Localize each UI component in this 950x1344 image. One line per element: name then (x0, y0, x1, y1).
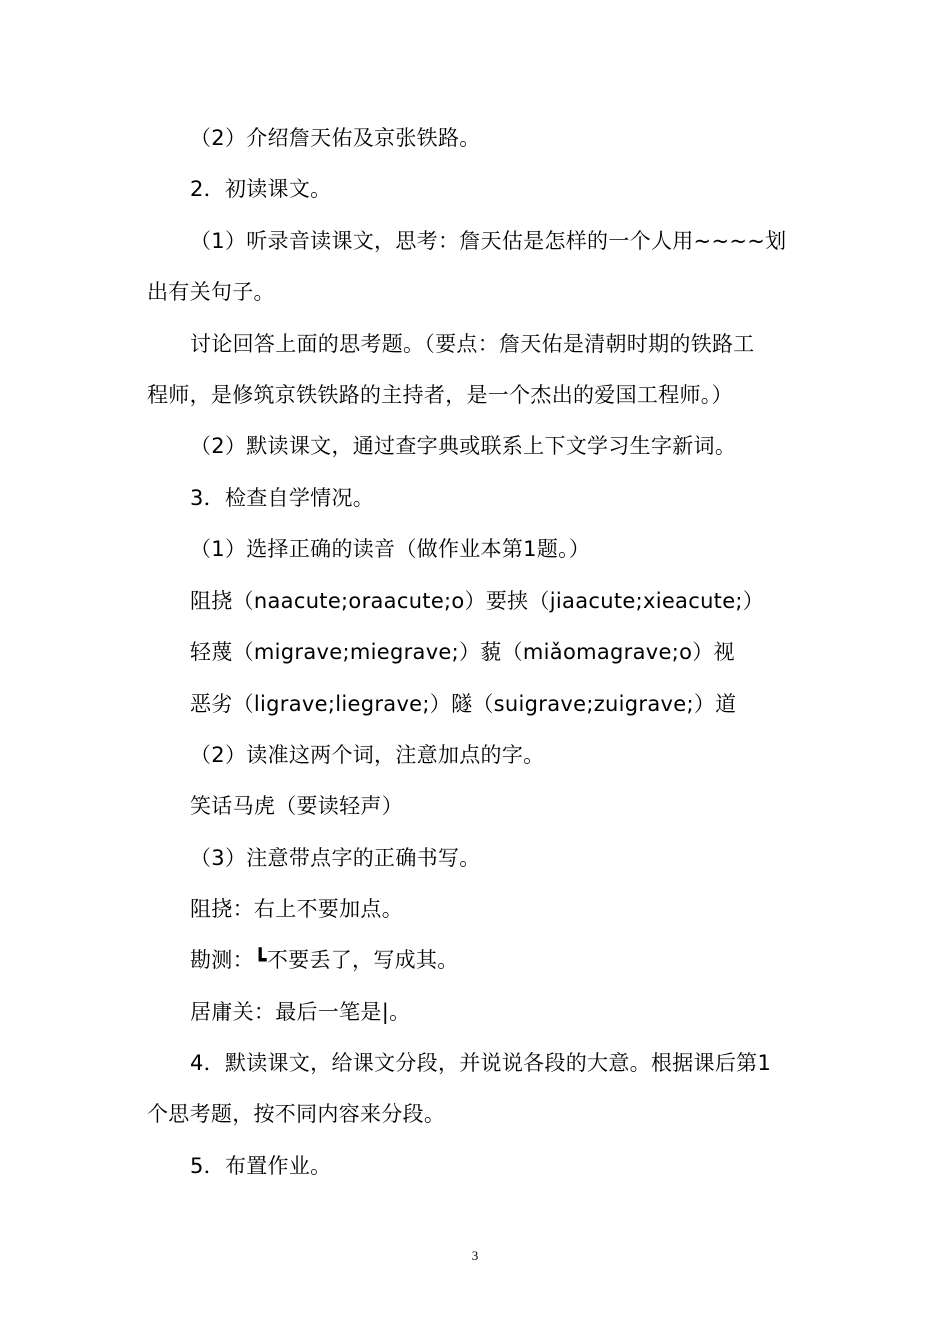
text-line: 阻挠（naacute;oraacute;o）要挟（jiaacute;xieacute;） (190, 589, 765, 613)
text-line: 讨论回答上面的思考题。（要点：詹天佑是清朝时期的铁路工 (190, 332, 755, 356)
text-line: 3．检查自学情况。 (190, 486, 375, 510)
text-line: （3）注意带点字的正确书写。 (190, 846, 481, 870)
page-number: 3 (471, 1248, 479, 1263)
text-line: 程师，是修筑京铁铁路的主持者，是一个杰出的爱国工程师。） (147, 383, 733, 407)
text-line: 5．布置作业。 (190, 1154, 332, 1178)
text-line: 居庸关：最后一笔是|。 (190, 1000, 411, 1024)
text-line: 恶劣（ligrave;liegrave;）隧（suigrave;zuigrave;）道 (190, 692, 737, 716)
text-line: （2）读准这两个词，注意加点的字。 (190, 743, 545, 767)
text-line: （2）默读课文，通过查字典或联系上下文学习生字新词。 (190, 434, 737, 458)
text-line: （2）介绍詹天佑及京张铁路。 (190, 126, 481, 150)
text-line: 个思考题，按不同内容来分段。 (147, 1102, 446, 1126)
text-line: 出有关句子。 (147, 280, 275, 304)
text-line: 勘测：┗不要丢了，写成其。 (190, 948, 459, 972)
text-line: 笑话马虎（要读轻声） (190, 794, 403, 818)
text-line: 阻挠：右上不要加点。 (190, 897, 403, 921)
text-line: 2．初读课文。 (190, 177, 332, 201)
text-line: 4．默读课文，给课文分段，并说说各段的大意。根据课后第1 (190, 1051, 772, 1075)
text-line: （1）选择正确的读音（做作业本第1题。） (190, 537, 591, 561)
text-line: （1）听录音读课文，思考：詹天估是怎样的一个人用~~~~划 (190, 229, 787, 253)
text-line: 轻蔑（migrave;miegrave;）藐（miǎomagrave;o）视 (190, 640, 735, 664)
